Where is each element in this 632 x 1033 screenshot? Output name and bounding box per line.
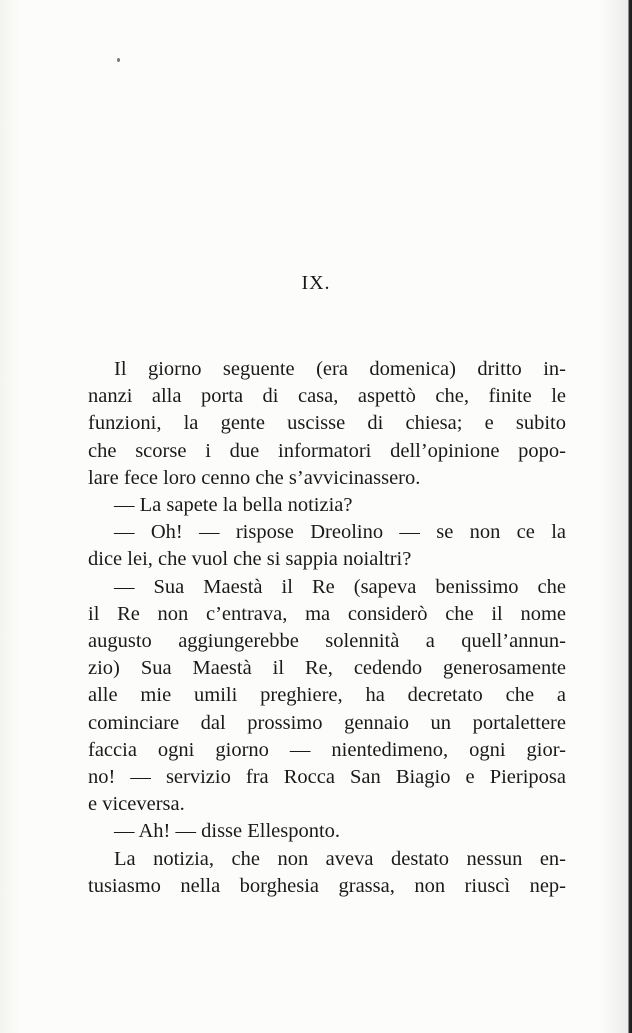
text-line: zio) Sua Maestà il Re, cedendo generosamente <box>88 657 566 680</box>
text-line: — Oh! — rispose Dreolino — se non ce la <box>114 521 566 544</box>
text-line: che scorse i due informatori dell’opinione popo- <box>88 439 566 462</box>
text-line: no! — servizio fra Rocca San Biagio e Pieriposa <box>88 766 566 789</box>
text-line: faccia ogni giorno — nientedimeno, ogni gior- <box>88 738 566 761</box>
text-line: e viceversa. <box>88 793 185 816</box>
text-line: nanzi alla porta di casa, aspettò che, finite le <box>88 385 566 408</box>
text-line: — Sua Maestà il Re (sapeva benissimo che <box>114 575 566 598</box>
text-line: dice lei, che vuol che si sappia noialtri? <box>88 548 412 571</box>
text-line: augusto aggiungerebbe solennità a quell’annun- <box>88 630 566 653</box>
chapter-heading: IX. <box>301 272 331 294</box>
text-line: La notizia, che non aveva destato nessun en- <box>114 847 566 870</box>
text-line: cominciare dal prossimo gennaio un portalettere <box>88 711 566 734</box>
body-text <box>88 356 566 900</box>
text-line: il Re non c’entrava, ma considerò che il nome <box>88 602 566 625</box>
text-line: — La sapete la bella notizia? <box>114 494 353 517</box>
text-line: alle mie umili preghiere, ha decretato che a <box>88 684 566 707</box>
text-line: funzioni, la gente uscisse di chiesa; e subito <box>88 412 566 435</box>
text-line: lare fece loro cenno che s’avvicinassero. <box>88 466 421 489</box>
ink-speck <box>117 58 120 62</box>
text-line: Il giorno seguente (era domenica) dritto in- <box>114 358 566 380</box>
text-line: tusiasmo nella borghesia grassa, non riuscì nep- <box>88 874 566 897</box>
text-line: — Ah! — disse Ellesponto. <box>114 820 341 843</box>
